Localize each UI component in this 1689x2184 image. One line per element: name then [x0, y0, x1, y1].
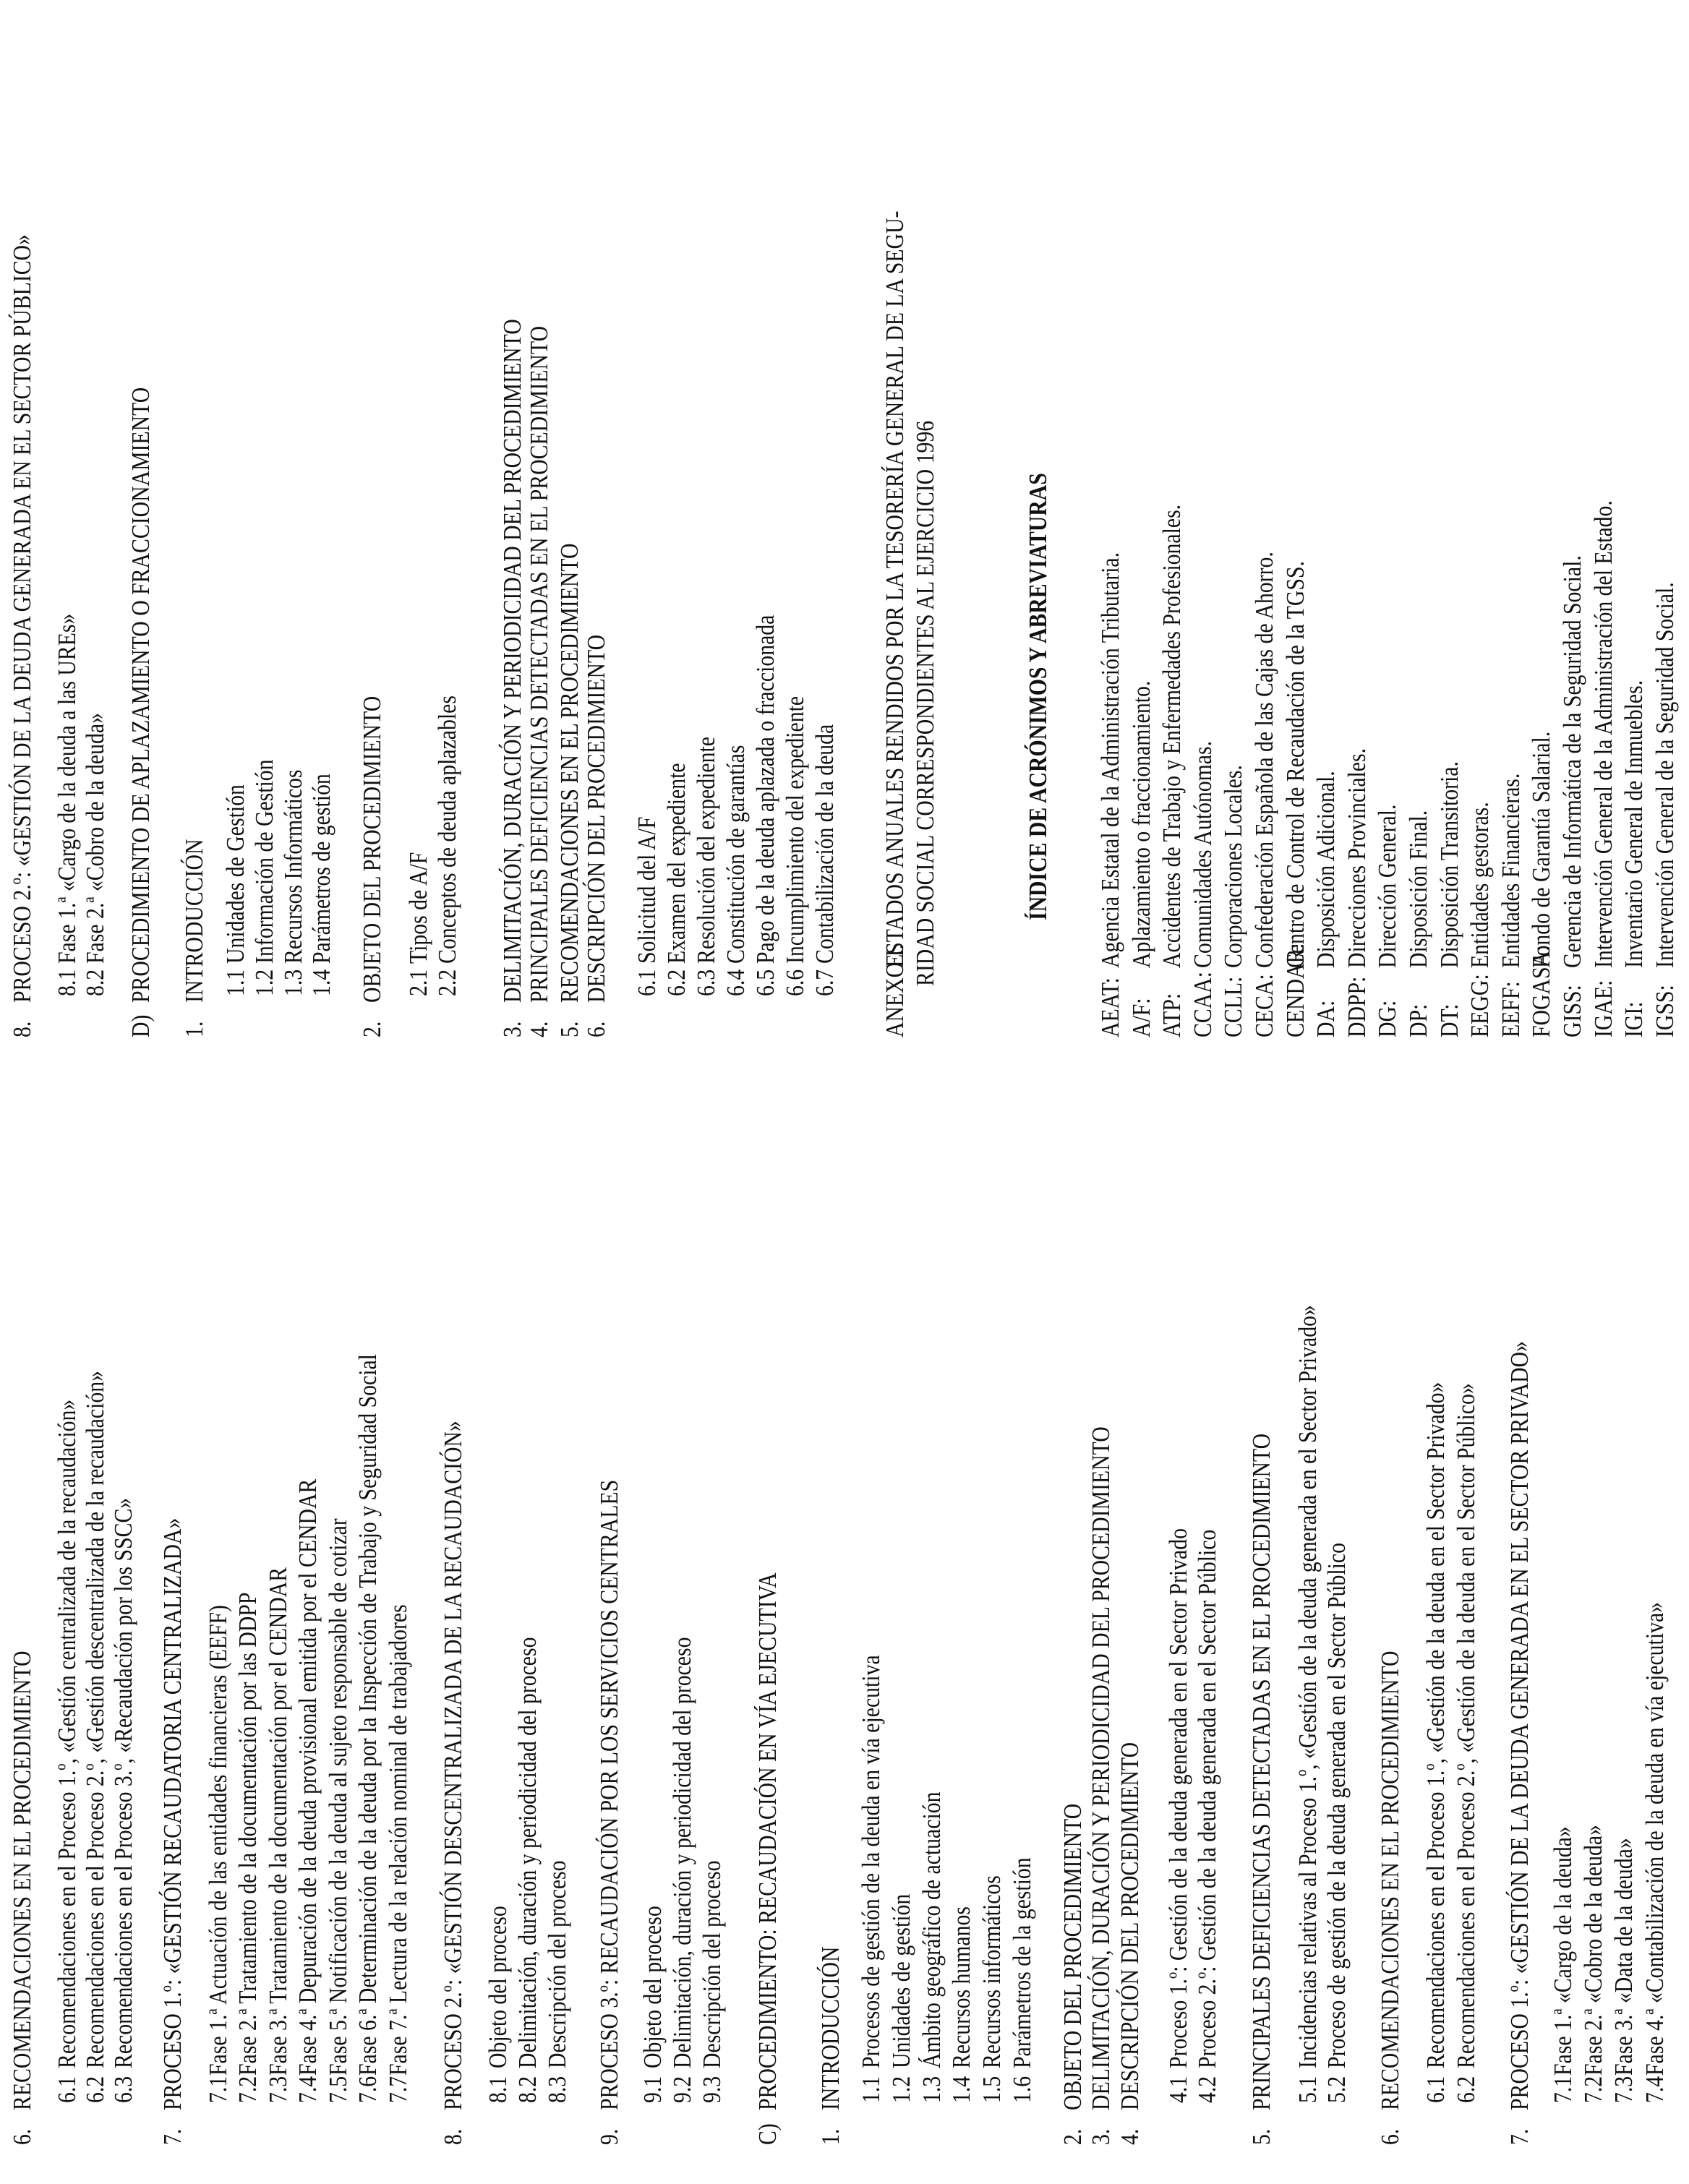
acronyms-index-title: ÍNDICE DE ACRÓNIMOS Y ABREVIATURAS: [1024, 473, 1052, 921]
acronym-abbreviation: CCAA:: [1188, 972, 1217, 1037]
toc-item-number: 4.1: [1164, 2076, 1192, 2103]
toc-item-title: Recursos Informáticos: [279, 769, 307, 964]
section-heading-number: 3.: [1087, 2128, 1115, 2145]
toc-item-number: 7.4: [294, 2076, 322, 2103]
section-heading-title: PROCESO 3.º: RECAUDACIÓN POR LOS SERVICIOS CENTRALES: [595, 1479, 623, 2110]
section-heading-title: OBJETO DEL PROCEDIMIENTO: [1059, 1803, 1087, 2110]
toc-item-title: Descripción del proceso: [543, 1860, 571, 2068]
toc-item-number: 1.2: [250, 969, 278, 996]
toc-item-number: 1.1: [857, 2076, 885, 2103]
toc-item-number: 6.6: [781, 969, 809, 996]
section-heading-number: 7.: [158, 2128, 187, 2145]
toc-item-number: 7.6: [354, 2076, 382, 2103]
acronym-definition: Disposición Transitoria.: [1434, 761, 1463, 968]
toc-item-number: 2.1: [404, 969, 432, 996]
section-heading-number: 3.: [498, 1021, 526, 1037]
toc-item-title: Procesos de gestión de la deuda en vía ejecutiva: [857, 1655, 885, 2068]
toc-item-title: Fase 1.ª «Cargo de la deuda a las UREs»: [53, 613, 81, 964]
toc-item-title: Fase 5.ª Notificación de la deuda al sujeto responsable de cotizar: [324, 1518, 352, 2076]
toc-item-title: Fase 2.ª «Cobro de la deuda»: [1579, 1825, 1607, 2076]
annex-title-line: RIDAD SOCIAL CORRESPONDIENTES AL EJERCICIO 1996: [911, 420, 939, 986]
section-heading-number: 4.: [525, 1021, 553, 1037]
acronym-abbreviation: IGSS:: [1650, 985, 1679, 1037]
section-heading-title: PROCEDIMIENTO DE APLAZAMIENTO O FRACCIONAMIENTO: [127, 387, 155, 1003]
section-heading-title: DELIMITACIÓN, DURACIÓN Y PERIODICIDAD DEL PROCEDIMIENTO: [1087, 1426, 1115, 2110]
acronym-abbreviation: AEAT:: [1096, 977, 1124, 1037]
toc-item-number: 6.5: [751, 969, 779, 996]
section-heading-number: 5.: [555, 1021, 583, 1037]
section-heading-title: PROCESO 2.º: «GESTIÓN DESCENTRALIZADA DE LA RECAUDACIÓN»: [439, 1421, 467, 2110]
section-heading-number: 8.: [439, 2128, 467, 2145]
toc-item-number: 2.2: [433, 969, 461, 996]
toc-item-title: Parámetros de la gestión: [1008, 1857, 1036, 2068]
toc-item-number: 1.3: [918, 2076, 946, 2103]
toc-item-title: Recomendaciones en el Proceso 3.º, «Recaudación por los SSCC»: [109, 1497, 137, 2068]
toc-item-title: Pago de la deuda aplazada o fraccionada: [751, 614, 779, 964]
acronym-definition: Comunidades Autónomas.: [1188, 740, 1217, 968]
toc-item-title: Proceso 1.º: Gestión de la deuda generada en el Sector Privado: [1164, 1528, 1192, 2068]
toc-item-title: Proceso 2.º: Gestión de la deuda generada en el Sector Público: [1193, 1529, 1221, 2068]
toc-item-title: Solicitud del A/F: [633, 816, 661, 964]
toc-item-number: 1.1: [221, 969, 249, 996]
toc-item-number: 6.1: [633, 969, 661, 996]
toc-item-number: 8.2: [81, 969, 109, 996]
section-heading-title: PROCESO 1.º: «GESTIÓN DE LA DEUDA GENERADA EN EL SECTOR PRIVADO»: [1505, 1340, 1534, 2110]
toc-item-number: 9.2: [668, 2076, 696, 2103]
toc-item-title: Fase 3.ª «Data de la deuda»: [1609, 1838, 1638, 2076]
section-heading-title: PROCESO 2.º: «GESTIÓN DE LA DEUDA GENERADA EN EL SECTOR PÚBLICO»: [8, 234, 36, 1003]
toc-item-number: 6.2: [81, 2076, 109, 2103]
section-heading-number: 1.: [816, 2128, 844, 2145]
acronym-definition: Intervención General de la Seguridad Social.: [1650, 582, 1679, 968]
section-heading-title: PROCESO 1.º: «GESTIÓN RECAUDATORIA CENTRALIZADA»: [158, 1517, 187, 2110]
toc-item-title: Parámetros de gestión: [307, 774, 335, 964]
section-heading-title: INTRODUCCIÓN: [816, 1946, 844, 2110]
annex-label: ANEXO I.: [881, 944, 909, 1037]
toc-item-title: Recomendaciones en el Proceso 2.º, «Gestión descentralizada de la recaudación»: [81, 1371, 109, 2068]
acronym-abbreviation: EEGG:: [1466, 974, 1495, 1037]
toc-item-number: 1.6: [1008, 2076, 1036, 2103]
toc-item-number: 7.3: [264, 2076, 292, 2103]
toc-item-title: Ámbito geográfico de actuación: [918, 1791, 946, 2068]
toc-item-number: 1.3: [279, 969, 307, 996]
toc-item-number: 7.1: [1549, 2076, 1577, 2103]
toc-item-number: 6.3: [109, 2076, 137, 2103]
toc-item-title: Delimitación, duración y periodicidad del proceso: [513, 1637, 542, 2068]
toc-item-number: 8.3: [543, 2076, 571, 2103]
toc-item-number: 7.2: [234, 2076, 262, 2103]
section-heading-title: DELIMITACIÓN, DURACIÓN Y PERIODICIDAD DEL PROCEDIMIENTO: [498, 319, 526, 1003]
acronym-definition: Centro de Control de Recaudación de la TGSS.: [1280, 561, 1309, 968]
section-heading-number: D): [127, 1014, 155, 1037]
section-heading-number: 4.: [1116, 2128, 1144, 2145]
acronym-abbreviation: DP:: [1404, 1003, 1432, 1037]
acronym-definition: Accidentes de Trabajo y Enfermedades Profesionales.: [1158, 504, 1186, 968]
acronym-definition: Corporaciones Locales.: [1219, 765, 1248, 968]
acronym-abbreviation: DA:: [1312, 1000, 1340, 1037]
toc-item-number: 8.1: [484, 2076, 512, 2103]
toc-item-title: Fase 2.ª «Cobro de la deuda»: [81, 713, 109, 964]
toc-item-title: Contabilización de la deuda: [811, 724, 839, 964]
toc-item-title: Fase 7.ª Lectura de la relación nominal de trabajadores: [384, 1604, 412, 2076]
toc-item-number: 1.4: [307, 969, 335, 996]
acronym-abbreviation: DDPP:: [1342, 976, 1371, 1037]
acronym-definition: Disposición Final.: [1404, 810, 1432, 968]
toc-item-number: 6.3: [692, 969, 720, 996]
acronym-definition: Confederación Española de las Cajas de Ahorro.: [1250, 552, 1278, 968]
toc-item-number: 8.2: [513, 2076, 542, 2103]
toc-item-title: Descripción del proceso: [698, 1860, 726, 2068]
section-heading-number: 5.: [1247, 2128, 1275, 2145]
section-heading-title: PRINCIPALES DEFICIENCIAS DETECTADAS EN EL PROCEDIMIENTO: [525, 325, 553, 1003]
section-heading-title: PROCEDIMIENTO: RECAUDACIÓN EN VÍA EJECUTIVA: [753, 1572, 782, 2110]
acronym-definition: Inventario General de Inmuebles.: [1620, 680, 1649, 968]
toc-item-title: Incidencias relativas al Proceso 1.º, «Gestión de la deuda generada en el Sector Privado»: [1294, 1305, 1322, 2068]
toc-item-number: 1.4: [947, 2076, 975, 2103]
annex-title-line: ESTADOS ANUALES RENDIDOS POR LA TESORERÍA GENERAL DE LA SEGU-: [881, 210, 909, 967]
toc-item-title: Recomendaciones en el Proceso 1.º, «Gestión centralizada de la recaudación»: [53, 1399, 81, 2068]
section-heading-title: INTRODUCCIÓN: [180, 839, 208, 1003]
section-heading-title: DESCRIPCIÓN DEL PROCEDIMIENTO: [1116, 1742, 1144, 2110]
acronym-definition: Fondo de Garantía Salarial.: [1527, 731, 1556, 968]
toc-item-title: Recursos informáticos: [978, 1875, 1006, 2068]
toc-item-title: Conceptos de deuda aplazables: [433, 695, 461, 964]
toc-item-number: 9.3: [698, 2076, 726, 2103]
section-heading-number: 8.: [8, 1021, 36, 1037]
toc-item-title: Fase 6.ª Determinación de la deuda por la Inspección de Trabajo y Seguridad Social: [354, 1354, 382, 2076]
section-heading-number: 6.: [582, 1021, 610, 1037]
acronym-definition: Disposición Adicional.: [1312, 771, 1340, 968]
toc-item-title: Fase 2.ª Tratamiento de la documentación por las DDPP: [234, 1592, 262, 2076]
toc-item-number: 5.2: [1322, 2076, 1351, 2103]
acronym-abbreviation: CECA:: [1250, 974, 1278, 1037]
section-heading-number: 1.: [180, 1021, 208, 1037]
toc-item-title: Tipos de A/F: [404, 852, 432, 964]
toc-item-number: 7.3: [1609, 2076, 1638, 2103]
toc-item-number: 7.4: [1641, 2076, 1669, 2103]
section-heading-number: 2.: [358, 1021, 386, 1037]
section-heading-number: 7.: [1505, 2128, 1534, 2145]
section-heading-number: 6.: [8, 2128, 36, 2145]
acronym-abbreviation: FOGASA:: [1527, 945, 1556, 1037]
acronym-abbreviation: CENDAR:: [1280, 943, 1309, 1037]
toc-item-number: 1.5: [978, 2076, 1006, 2103]
section-heading-number: 6.: [1376, 2128, 1404, 2145]
acronym-definition: Intervención General de la Administración del Estado.: [1588, 500, 1617, 968]
toc-item-title: Unidades de Gestión: [221, 784, 249, 964]
section-heading-number: C): [753, 2123, 782, 2145]
toc-item-title: Fase 4.ª «Contabilización de la deuda en vía ejecutiva»: [1641, 1601, 1669, 2076]
toc-item-number: 6.7: [811, 969, 839, 996]
section-heading-number: 9.: [595, 2128, 623, 2145]
toc-item-title: Objeto del proceso: [638, 1906, 667, 2068]
toc-item-number: 7.1: [204, 2076, 232, 2103]
section-heading-title: RECOMENDACIONES EN EL PROCEDIMIENTO: [8, 1650, 36, 2110]
toc-item-title: Delimitación, duración y periodicidad del proceso: [668, 1637, 696, 2068]
toc-item-number: 9.1: [638, 2076, 667, 2103]
acronym-abbreviation: IGI:: [1620, 1001, 1649, 1037]
acronym-abbreviation: EEFF:: [1496, 981, 1525, 1037]
toc-item-number: 5.1: [1294, 2076, 1322, 2103]
toc-item-title: Resolución del expediente: [692, 737, 720, 964]
section-heading-number: 2.: [1059, 2128, 1087, 2145]
toc-item-title: Incumplimiento del expediente: [781, 695, 809, 964]
section-heading-title: DESCRIPCIÓN DEL PROCEDIMIENTO: [582, 634, 610, 1003]
toc-item-number: 7.2: [1579, 2076, 1607, 2103]
section-heading-title: RECOMENDACIONES EN EL PROCEDIMIENTO: [1376, 1650, 1404, 2110]
acronym-definition: Aplazamiento o fraccionamiento.: [1126, 680, 1155, 968]
acronym-definition: Entidades gestoras.: [1466, 802, 1495, 968]
acronym-abbreviation: DG:: [1373, 1000, 1402, 1037]
toc-item-number: 6.2: [1452, 2076, 1480, 2103]
toc-item-number: 6.2: [662, 969, 690, 996]
section-heading-title: OBJETO DEL PROCEDIMIENTO: [358, 695, 386, 1003]
acronym-abbreviation: CCLL:: [1219, 976, 1248, 1037]
acronym-definition: Dirección General.: [1373, 804, 1402, 968]
toc-item-title: Fase 4.ª Depuración de la deuda provisional emitida por el CENDAR: [294, 1478, 322, 2076]
acronym-definition: Entidades Financieras.: [1496, 773, 1525, 968]
section-heading-title: PRINCIPALES DEFICIENCIAS DETECTADAS EN EL PROCEDIMIENTO: [1247, 1433, 1275, 2110]
toc-item-number: 4.2: [1193, 2076, 1221, 2103]
toc-item-title: Examen del expediente: [662, 763, 690, 964]
toc-item-number: 6.1: [1421, 2076, 1450, 2103]
toc-item-title: Proceso de gestión de la deuda generada en el Sector Público: [1322, 1543, 1351, 2068]
toc-item-title: Constitución de garantías: [722, 745, 750, 964]
toc-item-number: 6.1: [53, 2076, 81, 2103]
acronym-definition: Direcciones Provinciales.: [1342, 748, 1371, 968]
toc-item-title: Fase 1.ª Actuación de las entidades financieras (EEFF): [204, 1605, 232, 2076]
toc-item-number: 6.4: [722, 969, 750, 996]
toc-item-title: Fase 3.ª Tratamiento de la documentación por el CENDAR: [264, 1567, 292, 2076]
acronym-abbreviation: A/F:: [1126, 998, 1155, 1037]
toc-item-number: 7.5: [324, 2076, 352, 2103]
toc-item-number: 1.2: [887, 2076, 915, 2103]
toc-item-title: Recomendaciones en el Proceso 1.º, «Gestión de la deuda en el Sector Privado»: [1421, 1382, 1450, 2068]
acronym-abbreviation: ATP:: [1158, 993, 1186, 1037]
toc-item-title: Recomendaciones en el Proceso 2.º, «Gestión de la deuda en el Sector Público»: [1452, 1383, 1480, 2068]
toc-item-title: Información de Gestión: [250, 759, 278, 964]
toc-item-number: 8.1: [53, 969, 81, 996]
toc-item-title: Objeto del proceso: [484, 1906, 512, 2068]
toc-item-title: Recursos humanos: [947, 1906, 975, 2068]
acronym-abbreviation: IGAE:: [1588, 980, 1617, 1037]
toc-item-title: Unidades de gestión: [887, 1893, 915, 2068]
toc-item-number: 7.7: [384, 2076, 412, 2103]
acronym-abbreviation: GISS:: [1558, 985, 1586, 1037]
acronym-abbreviation: DT:: [1434, 1003, 1463, 1037]
toc-item-title: Fase 1.ª «Cargo de la deuda»: [1549, 1826, 1577, 2076]
acronym-definition: Gerencia de Informática de la Seguridad Social.: [1558, 555, 1586, 968]
section-heading-title: RECOMENDACIONES EN EL PROCEDIMIENTO: [555, 543, 583, 1003]
acronym-definition: Agencia Estatal de la Administración Tributaria.: [1096, 552, 1124, 968]
